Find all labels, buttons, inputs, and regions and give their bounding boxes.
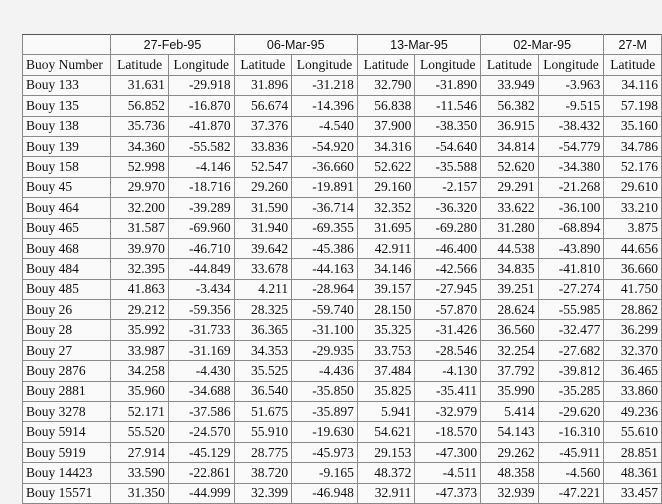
longitude-cell: -14.396 (292, 96, 358, 116)
latitude-cell: 55.910 (234, 422, 292, 442)
longitude-cell: -32.477 (538, 320, 604, 340)
latitude-cell: 52.176 (604, 157, 662, 177)
latitude-cell: 33.949 (481, 75, 539, 95)
latitude-cell: 52.171 (111, 402, 169, 422)
longitude-cell: -35.285 (538, 381, 604, 401)
latitude-cell: 54.621 (357, 422, 415, 442)
latitude-header: Latitude (481, 55, 539, 75)
longitude-cell: -4.560 (538, 463, 604, 483)
latitude-cell: 33.210 (604, 198, 662, 218)
longitude-cell: -2.157 (415, 177, 481, 197)
latitude-cell: 34.316 (357, 136, 415, 156)
column-header-row (23, 55, 662, 75)
latitude-cell: 33.457 (604, 483, 662, 503)
longitude-cell: -47.221 (538, 483, 604, 503)
longitude-cell: -16.310 (538, 422, 604, 442)
longitude-cell: -38.432 (538, 116, 604, 136)
buoy-number-cell: Bouy 464 (23, 198, 111, 218)
latitude-cell: 56.382 (481, 96, 539, 116)
longitude-cell: -45.386 (292, 238, 358, 258)
buoy-number-cell: Bouy 484 (23, 259, 111, 279)
longitude-cell: -32.979 (415, 402, 481, 422)
table-row (23, 402, 662, 422)
table-row (23, 238, 662, 258)
longitude-cell: -54.920 (292, 136, 358, 156)
table-row (23, 361, 662, 381)
buoy-number-cell: Bouy 28 (23, 320, 111, 340)
date-header: 06-Mar-95 (234, 35, 357, 55)
latitude-cell: 33.836 (234, 136, 292, 156)
latitude-cell: 27.914 (111, 442, 169, 462)
table-row (23, 320, 662, 340)
table-row (23, 96, 662, 116)
longitude-cell: -35.588 (415, 157, 481, 177)
latitude-cell: 32.352 (357, 198, 415, 218)
latitude-cell: 55.610 (604, 422, 662, 442)
latitude-header: Latitude (604, 55, 662, 75)
latitude-cell: 32.939 (481, 483, 539, 503)
longitude-cell: -27.682 (538, 340, 604, 360)
longitude-cell: -4.430 (168, 361, 234, 381)
latitude-cell: 44.538 (481, 238, 539, 258)
latitude-cell: 29.291 (481, 177, 539, 197)
latitude-cell: 39.642 (234, 238, 292, 258)
buoy-number-cell: Bouy 45 (23, 177, 111, 197)
longitude-cell: -4.540 (292, 116, 358, 136)
latitude-cell: 34.146 (357, 259, 415, 279)
table-row (23, 116, 662, 136)
latitude-cell: 3.875 (604, 218, 662, 238)
longitude-cell: -21.268 (538, 177, 604, 197)
buoy-number-cell: Bouy 27 (23, 340, 111, 360)
longitude-cell: -35.411 (415, 381, 481, 401)
longitude-cell: -44.163 (292, 259, 358, 279)
longitude-cell: -29.935 (292, 340, 358, 360)
longitude-cell: -44.849 (168, 259, 234, 279)
latitude-cell: 32.200 (111, 198, 169, 218)
longitude-cell: -31.733 (168, 320, 234, 340)
buoy-position-table (22, 34, 662, 504)
latitude-cell: 35.325 (357, 320, 415, 340)
longitude-cell: -31.169 (168, 340, 234, 360)
buoy-number-cell: Bouy 135 (23, 96, 111, 116)
latitude-cell: 51.675 (234, 402, 292, 422)
buoy-number-cell: Bouy 2881 (23, 381, 111, 401)
latitude-cell: 52.998 (111, 157, 169, 177)
longitude-cell: -46.400 (415, 238, 481, 258)
latitude-cell: 36.299 (604, 320, 662, 340)
longitude-cell: -39.812 (538, 361, 604, 381)
longitude-cell: -57.870 (415, 300, 481, 320)
date-header: 13-Mar-95 (357, 35, 480, 55)
latitude-cell: 32.254 (481, 340, 539, 360)
latitude-cell: 37.900 (357, 116, 415, 136)
table-row (23, 340, 662, 360)
latitude-cell: 56.852 (111, 96, 169, 116)
latitude-cell: 56.838 (357, 96, 415, 116)
longitude-cell: -39.289 (168, 198, 234, 218)
buoy-number-cell: Bouy 138 (23, 116, 111, 136)
longitude-cell: -45.129 (168, 442, 234, 462)
latitude-cell: 36.365 (234, 320, 292, 340)
buoy-number-cell: Bouy 133 (23, 75, 111, 95)
latitude-cell: 33.987 (111, 340, 169, 360)
latitude-cell: 57.198 (604, 96, 662, 116)
buoy-number-cell: Bouy 485 (23, 279, 111, 299)
latitude-cell: 28.325 (234, 300, 292, 320)
latitude-cell: 33.590 (111, 463, 169, 483)
longitude-cell: -24.570 (168, 422, 234, 442)
latitude-cell: 49.236 (604, 402, 662, 422)
buoy-number-cell: Bouy 465 (23, 218, 111, 238)
latitude-cell: 34.814 (481, 136, 539, 156)
longitude-cell: -9.165 (292, 463, 358, 483)
longitude-cell: -59.740 (292, 300, 358, 320)
table-row (23, 157, 662, 177)
longitude-cell: -42.566 (415, 259, 481, 279)
buoy-number-cell: Bouy 468 (23, 238, 111, 258)
latitude-cell: 28.624 (481, 300, 539, 320)
latitude-cell: 34.360 (111, 136, 169, 156)
latitude-cell: 5.941 (357, 402, 415, 422)
latitude-cell: 36.660 (604, 259, 662, 279)
latitude-cell: 36.560 (481, 320, 539, 340)
latitude-cell: 52.622 (357, 157, 415, 177)
longitude-cell: -19.630 (292, 422, 358, 442)
latitude-cell: 32.395 (111, 259, 169, 279)
longitude-cell: -11.546 (415, 96, 481, 116)
table-body (23, 75, 662, 503)
longitude-cell: -46.710 (168, 238, 234, 258)
latitude-cell: 4.211 (234, 279, 292, 299)
table-row (23, 442, 662, 462)
latitude-cell: 48.358 (481, 463, 539, 483)
latitude-cell: 28.150 (357, 300, 415, 320)
latitude-cell: 37.792 (481, 361, 539, 381)
table-row (23, 463, 662, 483)
latitude-cell: 35.992 (111, 320, 169, 340)
longitude-cell: -4.511 (415, 463, 481, 483)
buoy-number-cell: Bouy 139 (23, 136, 111, 156)
date-header: 02-Mar-95 (481, 35, 604, 55)
longitude-cell: -59.356 (168, 300, 234, 320)
longitude-header: Longitude (168, 55, 234, 75)
longitude-cell: -31.890 (415, 75, 481, 95)
longitude-cell: -36.320 (415, 198, 481, 218)
date-header: 27-Feb-95 (111, 35, 234, 55)
buoy-number-cell: Bouy 3278 (23, 402, 111, 422)
longitude-cell: -3.963 (538, 75, 604, 95)
latitude-cell: 34.835 (481, 259, 539, 279)
latitude-cell: 54.143 (481, 422, 539, 442)
longitude-cell: -34.380 (538, 157, 604, 177)
longitude-cell: -68.894 (538, 218, 604, 238)
table-row (23, 381, 662, 401)
longitude-cell: -31.426 (415, 320, 481, 340)
longitude-cell: -47.373 (415, 483, 481, 503)
longitude-cell: -29.620 (538, 402, 604, 422)
longitude-cell: -27.945 (415, 279, 481, 299)
latitude-header: Latitude (111, 55, 169, 75)
latitude-cell: 38.720 (234, 463, 292, 483)
latitude-cell: 34.116 (604, 75, 662, 95)
latitude-cell: 52.547 (234, 157, 292, 177)
latitude-cell: 29.160 (357, 177, 415, 197)
longitude-cell: -31.218 (292, 75, 358, 95)
latitude-cell: 31.631 (111, 75, 169, 95)
table-row (23, 259, 662, 279)
latitude-cell: 32.790 (357, 75, 415, 95)
latitude-cell: 31.695 (357, 218, 415, 238)
longitude-cell: -34.688 (168, 381, 234, 401)
longitude-cell: -54.640 (415, 136, 481, 156)
table-row (23, 422, 662, 442)
longitude-cell: -27.274 (538, 279, 604, 299)
latitude-cell: 31.280 (481, 218, 539, 238)
longitude-cell: -19.891 (292, 177, 358, 197)
latitude-cell: 56.674 (234, 96, 292, 116)
longitude-cell: -3.434 (168, 279, 234, 299)
latitude-cell: 48.372 (357, 463, 415, 483)
latitude-header: Latitude (357, 55, 415, 75)
latitude-cell: 55.520 (111, 422, 169, 442)
latitude-cell: 52.620 (481, 157, 539, 177)
latitude-cell: 29.260 (234, 177, 292, 197)
longitude-cell: -46.948 (292, 483, 358, 503)
latitude-cell: 42.911 (357, 238, 415, 258)
longitude-cell: -35.850 (292, 381, 358, 401)
latitude-cell: 35.160 (604, 116, 662, 136)
buoy-number-cell: Bouy 5914 (23, 422, 111, 442)
longitude-cell: -36.660 (292, 157, 358, 177)
buoy-number-cell: Bouy 14423 (23, 463, 111, 483)
latitude-cell: 33.622 (481, 198, 539, 218)
latitude-cell: 35.825 (357, 381, 415, 401)
latitude-cell: 36.465 (604, 361, 662, 381)
longitude-cell: -22.861 (168, 463, 234, 483)
longitude-cell: -16.870 (168, 96, 234, 116)
latitude-cell: 29.610 (604, 177, 662, 197)
latitude-cell: 31.940 (234, 218, 292, 238)
latitude-cell: 29.970 (111, 177, 169, 197)
longitude-cell: -45.973 (292, 442, 358, 462)
latitude-cell: 34.353 (234, 340, 292, 360)
latitude-cell: 39.251 (481, 279, 539, 299)
date-header: 27-M (604, 35, 662, 55)
latitude-cell: 32.399 (234, 483, 292, 503)
latitude-cell: 36.540 (234, 381, 292, 401)
buoy-number-cell: Bouy 158 (23, 157, 111, 177)
longitude-cell: -18.570 (415, 422, 481, 442)
table-row (23, 177, 662, 197)
latitude-cell: 48.361 (604, 463, 662, 483)
longitude-cell: -35.897 (292, 402, 358, 422)
longitude-cell: -36.100 (538, 198, 604, 218)
longitude-cell: -28.964 (292, 279, 358, 299)
longitude-cell: -69.280 (415, 218, 481, 238)
latitude-cell: 34.258 (111, 361, 169, 381)
longitude-cell: -29.918 (168, 75, 234, 95)
buoy-number-cell: Bouy 15571 (23, 483, 111, 503)
latitude-cell: 34.786 (604, 136, 662, 156)
latitude-cell: 41.750 (604, 279, 662, 299)
longitude-header: Longitude (415, 55, 481, 75)
latitude-cell: 35.525 (234, 361, 292, 381)
latitude-cell: 33.753 (357, 340, 415, 360)
latitude-cell: 37.484 (357, 361, 415, 381)
table-row (23, 279, 662, 299)
longitude-cell: -55.985 (538, 300, 604, 320)
longitude-cell: -31.100 (292, 320, 358, 340)
longitude-cell: -54.779 (538, 136, 604, 156)
longitude-cell: -4.436 (292, 361, 358, 381)
latitude-cell: 33.860 (604, 381, 662, 401)
date-header-row (23, 35, 662, 55)
corner-cell (23, 35, 111, 55)
buoy-number-cell: Bouy 5919 (23, 442, 111, 462)
longitude-cell: -69.960 (168, 218, 234, 238)
latitude-cell: 28.775 (234, 442, 292, 462)
latitude-cell: 32.370 (604, 340, 662, 360)
latitude-cell: 28.862 (604, 300, 662, 320)
latitude-cell: 31.590 (234, 198, 292, 218)
buoy-number-cell: Bouy 2876 (23, 361, 111, 381)
latitude-cell: 31.587 (111, 218, 169, 238)
longitude-cell: -69.355 (292, 218, 358, 238)
latitude-cell: 35.990 (481, 381, 539, 401)
latitude-cell: 44.656 (604, 238, 662, 258)
latitude-cell: 29.262 (481, 442, 539, 462)
latitude-cell: 28.851 (604, 442, 662, 462)
latitude-cell: 29.153 (357, 442, 415, 462)
latitude-cell: 35.960 (111, 381, 169, 401)
table-row (23, 198, 662, 218)
latitude-cell: 39.970 (111, 238, 169, 258)
latitude-cell: 33.678 (234, 259, 292, 279)
longitude-header: Longitude (292, 55, 358, 75)
latitude-cell: 29.212 (111, 300, 169, 320)
latitude-cell: 31.896 (234, 75, 292, 95)
latitude-cell: 41.863 (111, 279, 169, 299)
latitude-cell: 31.350 (111, 483, 169, 503)
latitude-cell: 5.414 (481, 402, 539, 422)
longitude-cell: -28.546 (415, 340, 481, 360)
latitude-cell: 37.376 (234, 116, 292, 136)
latitude-cell: 32.911 (357, 483, 415, 503)
longitude-cell: -45.911 (538, 442, 604, 462)
longitude-cell: -43.890 (538, 238, 604, 258)
longitude-cell: -38.350 (415, 116, 481, 136)
latitude-cell: 35.736 (111, 116, 169, 136)
longitude-cell: -37.586 (168, 402, 234, 422)
latitude-header: Latitude (234, 55, 292, 75)
longitude-cell: -36.714 (292, 198, 358, 218)
longitude-cell: -18.716 (168, 177, 234, 197)
table-row (23, 218, 662, 238)
table-row (23, 300, 662, 320)
table-row (23, 483, 662, 503)
buoy-number-cell: Bouy 26 (23, 300, 111, 320)
buoy-number-header: Buoy Number (23, 55, 111, 75)
longitude-cell: -4.146 (168, 157, 234, 177)
longitude-cell: -41.810 (538, 259, 604, 279)
table-row (23, 136, 662, 156)
latitude-cell: 39.157 (357, 279, 415, 299)
longitude-cell: -9.515 (538, 96, 604, 116)
longitude-cell: -4.130 (415, 361, 481, 381)
longitude-header: Longitude (538, 55, 604, 75)
longitude-cell: -41.870 (168, 116, 234, 136)
longitude-cell: -47.300 (415, 442, 481, 462)
longitude-cell: -44.999 (168, 483, 234, 503)
longitude-cell: -55.582 (168, 136, 234, 156)
table-row (23, 75, 662, 95)
latitude-cell: 36.915 (481, 116, 539, 136)
